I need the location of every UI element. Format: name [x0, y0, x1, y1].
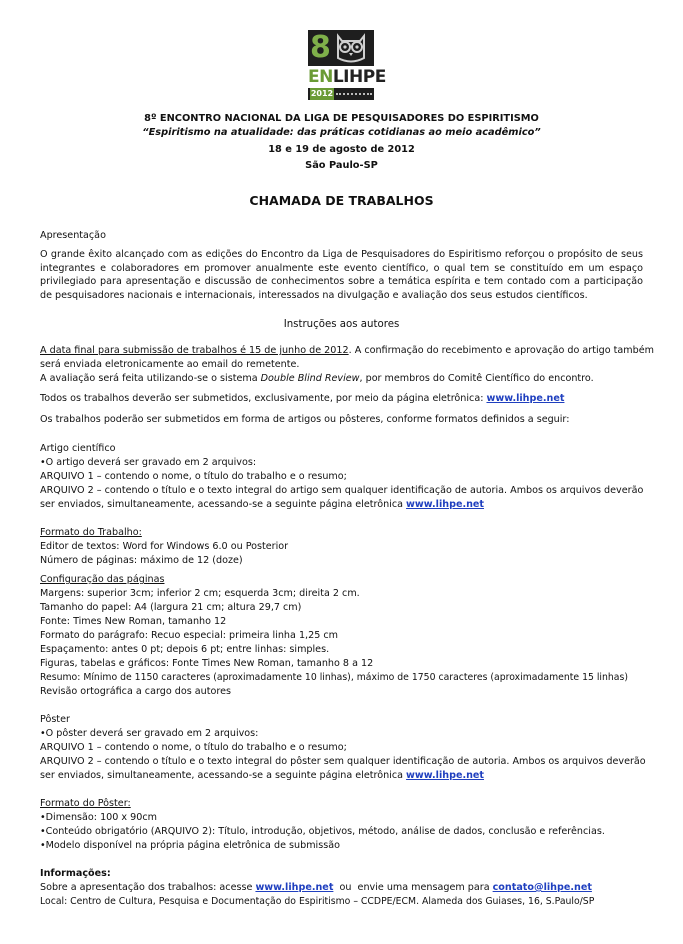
poster-line-4	[40, 770, 484, 782]
eval-prefix: A avaliação será feita utilizando-se o sistema	[40, 373, 261, 384]
artigo-line-3: ARQUIVO 2 – contendo o título e o texto integral do artigo sem qualquer identificação de autoria. Ambos os arquivos deverão	[40, 485, 644, 496]
logo-brand-suffix: LIHPE	[332, 67, 386, 87]
informacoes-prefix: Sobre a apresentação dos trabalhos: acesse	[40, 882, 256, 893]
formato-poster-line: •Conteúdo obrigatório (ARQUIVO 2): Título, introdução, objetivos, método, análise de dados, conclusão e referências.	[40, 826, 605, 837]
submit-prefix: Todos os trabalhos deverão ser submetidos, exclusivamente, por meio da página eletrônica:	[40, 393, 487, 404]
event-name: 8º ENCONTRO NACIONAL DA LIGA DE PESQUISADORES DO ESPIRITISMO	[144, 113, 539, 124]
formato-trabalho-line-2: Número de páginas: máximo de 12 (doze)	[40, 555, 243, 566]
poster-link[interactable]: www.lihpe.net	[406, 770, 485, 781]
eval-italic: Double Blind Review	[260, 373, 360, 384]
configuracao-line: Resumo: Mínimo de 1150 caracteres (aproximadamente 10 linhas), máximo de 1750 caracteres (aproximadamente 15 linhas)	[40, 672, 628, 683]
deadline-line	[40, 345, 654, 357]
submit-link[interactable]: www.lihpe.net	[486, 393, 565, 404]
configuracao-line: Margens: superior 3cm; inferior 2 cm; esquerda 3cm; direita 2 cm.	[40, 588, 360, 599]
page-title: CHAMADA DE TRABALHOS	[249, 193, 434, 208]
logo-bottom-band	[308, 88, 374, 100]
formato-poster-heading: Formato do Pôster:	[40, 798, 131, 809]
configuracao-line: Formato do parágrafo: Recuo especial: primeira linha 1,25 cm	[40, 630, 338, 641]
apresentacao-body: O grande êxito alcançado com as edições do Encontro da Liga de Pesquisadores do Espiritismo reforçou o propósito de seus integrantes e colaboradores em promover anualmente este evento científico, o qual tem se constituído em um espaço privilegiado para apresentação e discussão de conhecimentos sobre a temática espírita e tem contado com a participação de pesquisadores nacionais e internacionais, interessados na divulgação e avaliação dos seus estudos científicos.	[40, 249, 643, 301]
confirm-line: será enviada eletronicamente ao email do remetente.	[40, 359, 300, 370]
logo-year: 2012	[310, 89, 334, 98]
configuracao-heading: Configuração das páginas	[40, 574, 165, 585]
artigo-line-1: •O artigo deverá ser gravado em 2 arquivos:	[40, 457, 257, 468]
formato-trabalho-heading: Formato do Trabalho:	[40, 527, 142, 538]
informacoes-mid: ou envie uma mensagem para	[333, 882, 493, 893]
logo-brand-prefix: EN	[308, 67, 333, 87]
artigo-line-2: ARQUIVO 1 – contendo o nome, o título do trabalho e o resumo;	[40, 471, 347, 482]
poster-line-2: ARQUIVO 1 – contendo o nome, o título do trabalho e o resumo;	[40, 742, 347, 753]
poster-heading: Pôster	[40, 714, 70, 725]
event-city: São Paulo-SP	[305, 160, 378, 171]
deadline-rest: . A confirmação do recebimento e aprovação do artigo também	[348, 345, 654, 356]
artigo-line-4	[40, 499, 484, 511]
instrucoes-heading: Instruções aos autores	[283, 319, 400, 330]
eval-line	[40, 373, 594, 385]
contact-email-link[interactable]: contato@lihpe.net	[492, 882, 592, 893]
artigo-line-4-prefix: ser enviados, simultaneamente, acessando-se a seguinte página eletrônica	[40, 499, 407, 510]
event-dates: 18 e 19 de agosto de 2012	[268, 144, 415, 155]
configuracao-line: Espaçamento: antes 0 pt; depois 6 pt; entre linhas: simples.	[40, 644, 330, 655]
configuracao-line: Fonte: Times New Roman, tamanho 12	[40, 616, 227, 627]
apresentacao-heading: Apresentação	[40, 230, 106, 241]
eval-suffix: , por membros do Comitê Científico do encontro.	[359, 373, 594, 384]
poster-line-1: •O pôster deverá ser gravado em 2 arquivos:	[40, 728, 259, 739]
artigo-link[interactable]: www.lihpe.net	[406, 499, 485, 510]
informacoes-link[interactable]: www.lihpe.net	[255, 882, 334, 893]
formato-poster-line: •Dimensão: 100 x 90cm	[40, 812, 157, 823]
informacoes-line-1	[40, 882, 592, 894]
logo-dots	[336, 93, 372, 97]
formato-poster-line: •Modelo disponível na própria página eletrônica de submissão	[40, 840, 340, 851]
poster-line-4-prefix: ser enviados, simultaneamente, acessando-se a seguinte página eletrônica	[40, 770, 407, 781]
poster-line-3: ARQUIVO 2 – contendo o título e o texto integral do pôster sem qualquer identificação de autoria. Ambos os arquivos deverão	[40, 756, 646, 767]
configuracao-line: Figuras, tabelas e gráficos: Fonte Times New Roman, tamanho 8 a 12	[40, 658, 374, 669]
formato-trabalho-line-1: Editor de textos: Word for Windows 6.0 ou Posterior	[40, 541, 289, 552]
configuracao-line: Revisão ortográfica a cargo dos autores	[40, 686, 231, 697]
configuracao-line: Tamanho do papel: A4 (largura 21 cm; altura 29,7 cm)	[40, 602, 302, 613]
owl-icon	[330, 32, 372, 64]
enlihpe-logo	[308, 30, 386, 100]
artigo-heading: Artigo científico	[40, 443, 116, 454]
formats-line: Os trabalhos poderão ser submetidos em forma de artigos ou pôsteres, conforme formatos definidos a seguir:	[40, 414, 570, 425]
deadline-text: A data final para submissão de trabalhos é 15 de junho de 2012	[40, 345, 349, 356]
event-theme: “Espiritismo na atualidade: das práticas cotidianas ao meio acadêmico”	[142, 127, 541, 138]
submit-line	[40, 393, 564, 405]
informacoes-heading: Informações:	[40, 868, 111, 879]
logo-top-band	[308, 30, 374, 66]
logo-wordmark	[308, 66, 386, 88]
logo-eight: 8	[310, 30, 331, 65]
informacoes-line-2: Local: Centro de Cultura, Pesquisa e Documentação do Espiritismo – CCDPE/ECM. Alameda dos Guiases, 16, S.Paulo/SP	[40, 896, 595, 907]
